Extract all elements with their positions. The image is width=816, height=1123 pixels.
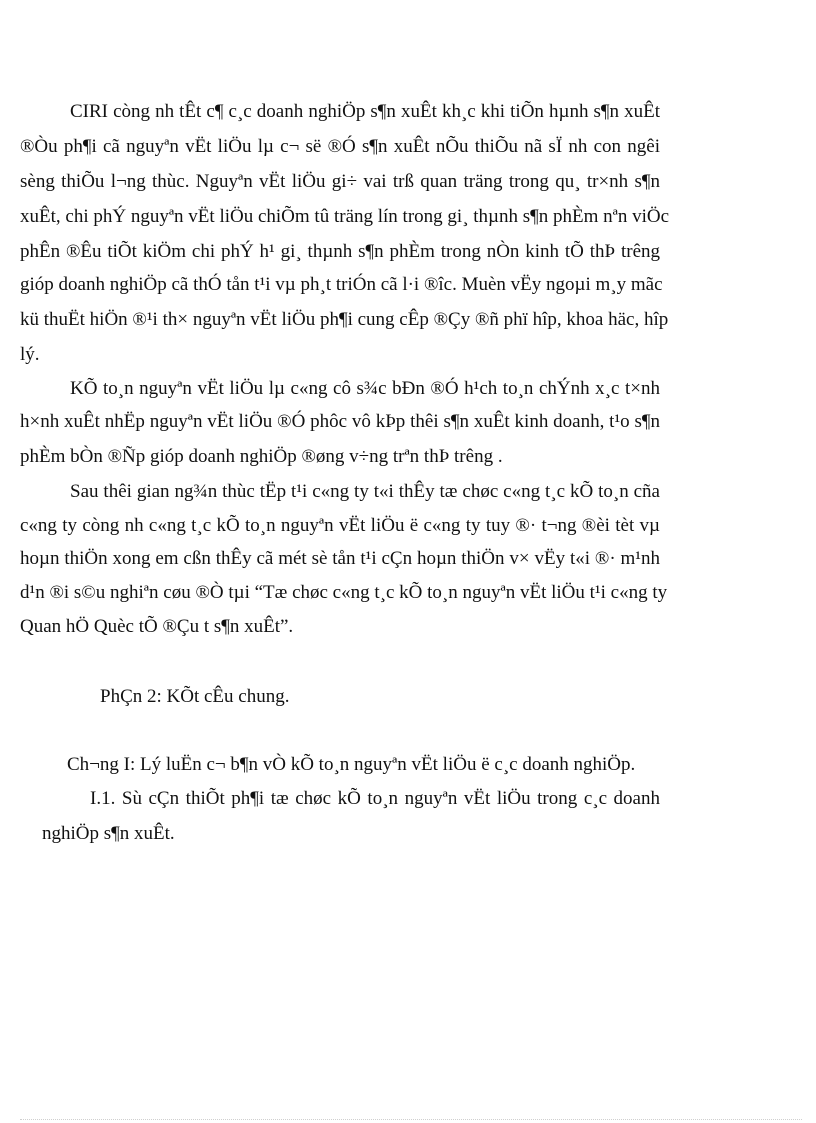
paragraph-line: kü thuËt hiÖn ®¹i th× nguyªn vËt liÖu ph¶i cung cÊp ®Çy ®ñ phï hîp, khoa häc, hîp xyxy=(20,309,669,330)
part-heading: PhÇn 2: KÕt cÊu chung. xyxy=(100,686,290,707)
paragraph-line: c«ng ty còng nh c«ng t¸c kÕ to¸n nguyªn vËt liÖu ë c«ng ty tuy ®· t¬ng ®èi tèt vµ xyxy=(20,515,660,536)
page-bottom-rule xyxy=(20,1119,802,1120)
paragraph-line: KÕ to¸n nguyªn vËt liÖu lµ c«ng cô s¾c bÐn ®Ó h¹ch to¸n chÝnh x¸c t×nh xyxy=(70,378,660,399)
paragraph-line: Sau thêi gian ng¾n thùc tËp t¹i c«ng ty t«i thÊy tæ chøc c«ng t¸c kÕ to¸n cña xyxy=(70,481,660,502)
paragraph-line: d¹n ®i s©u nghiªn cøu ®Ò tµi “Tæ chøc c«ng t¸c kÕ to¸n nguyªn vËt liÖu t¹i c«ng ty xyxy=(20,582,668,603)
paragraph-line: Quan hÖ Quèc tÕ ®Çu t s¶n xuÊt”. xyxy=(20,616,294,637)
section-heading-line: I.1. Sù cÇn thiÕt ph¶i tæ chøc kÕ to¸n nguyªn vËt liÖu trong c¸c doanh xyxy=(90,788,660,809)
section-heading-line: nghiÖp s¶n xuÊt. xyxy=(42,823,175,844)
paragraph-line: phÈm bÒn ®Ñp gióp doanh nghiÖp ®øng v÷ng trªn thÞ trêng . xyxy=(20,446,503,467)
paragraph-line: ®Òu ph¶i cã nguyªn vËt liÖu lµ c¬ së ®Ó s¶n xuÊt nÕu thiÕu nã sÏ nh con ngêi xyxy=(20,136,660,157)
paragraph-line: CIRI còng nh tÊt c¶ c¸c doanh nghiÖp s¶n xuÊt kh¸c khi tiÕn hµnh s¶n xuÊt xyxy=(70,101,660,122)
paragraph-line: gióp doanh nghiÖp cã thÓ tån t¹i vµ ph¸t triÓn cã l·i ®îc. Muèn vËy ngoµi m¸y mãc xyxy=(20,274,663,295)
paragraph-line: phÊn ®Êu tiÕt kiÖm chi phÝ h¹ gi¸ thµnh s¶n phÈm trong nÒn kinh tÕ thÞ trêng xyxy=(20,241,660,262)
paragraph-line: h×nh xuÊt nhËp nguyªn vËt liÖu ®Ó phôc vô kÞp thêi s¶n xuÊt kinh doanh, t¹o s¶n xyxy=(20,411,660,432)
paragraph-line: lý. xyxy=(20,344,40,365)
chapter-heading: Ch¬ng I: Lý luËn c¬ b¶n vÒ kÕ to¸n nguyªn vËt liÖu ë c¸c doanh nghiÖp. xyxy=(67,754,636,775)
paragraph-line: xuÊt, chi phÝ nguyªn vËt liÖu chiÕm tû träng lín trong gi¸ thµnh s¶n phÈm nªn viÖc xyxy=(20,206,670,227)
paragraph-line: sèng thiÕu l¬ng thùc. Nguyªn vËt liÖu gi÷ vai trß quan träng trong qu¸ tr×nh s¶n xyxy=(20,171,660,192)
paragraph-line: hoµn thiÖn xong em cßn thÊy cã mét sè tån t¹i cÇn hoµn thiÖn v× vËy t«i ®· m¹nh xyxy=(20,548,660,569)
